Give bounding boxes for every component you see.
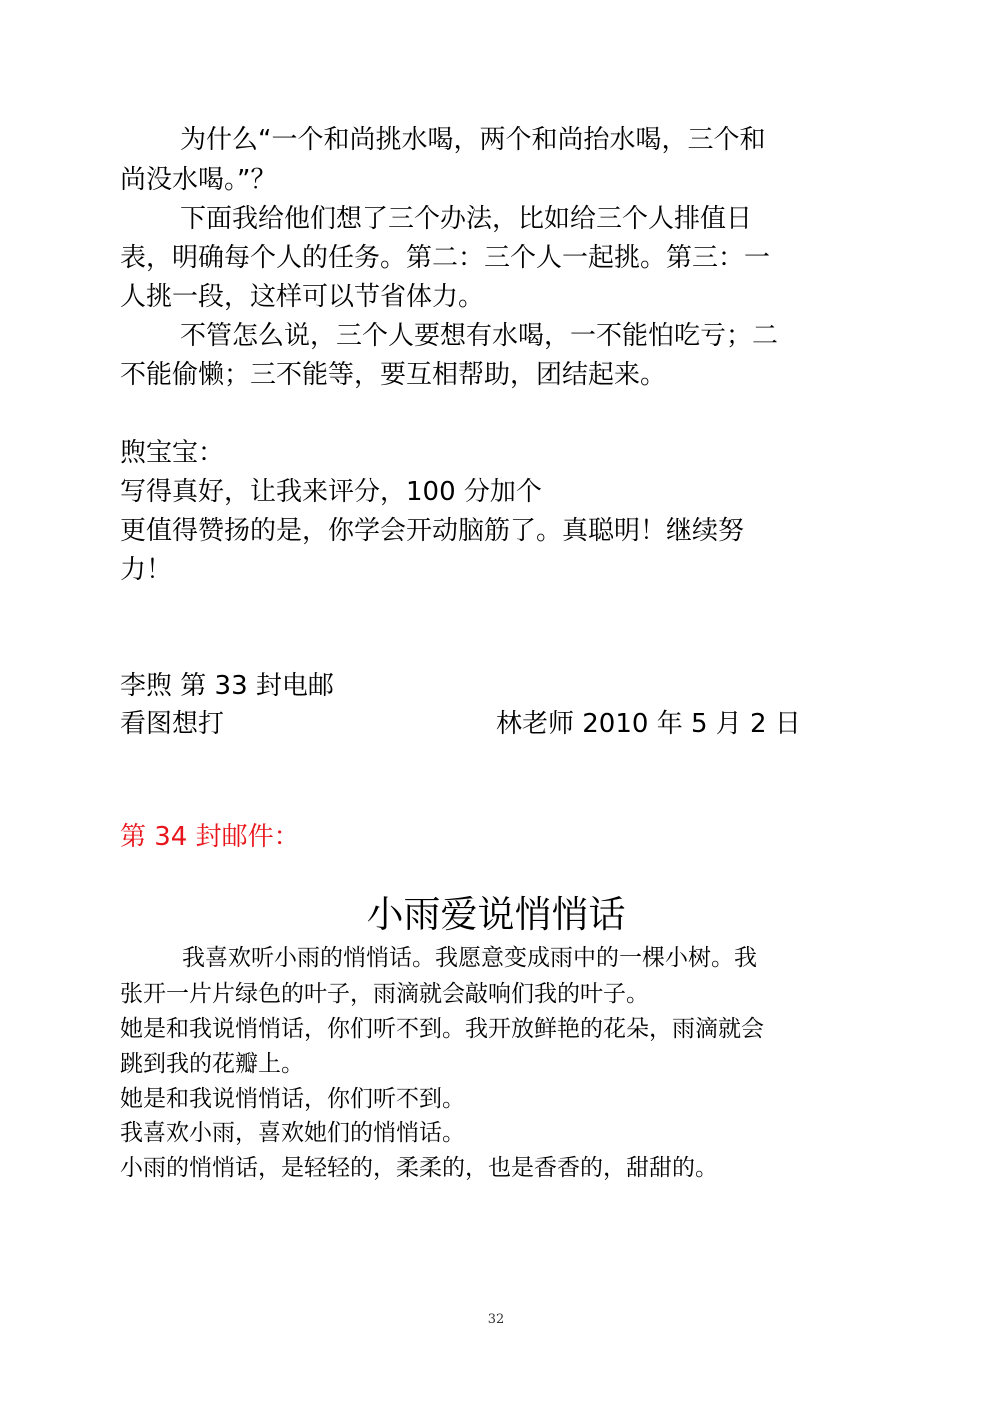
comment-line: 力！ — [120, 555, 173, 585]
essay-line: 尚没水喝。”？ — [120, 165, 277, 195]
poem-line: 小雨的悄悄话，是轻轻的，柔柔的，也是香香的，甜甜的。 — [120, 1155, 718, 1181]
poem-line: 张开一片片绿色的叶子，雨滴就会敲响们我的叶子。 — [120, 981, 649, 1007]
signature-line: 李煦 第 33 封电邮 — [120, 671, 334, 701]
essay-line: 人挑一段，这样可以节省体力。 — [120, 282, 485, 312]
essay-line: 为什么“一个和尚挑水喝，两个和尚抬水喝，三个和 — [180, 125, 766, 155]
poem-line: 她是和我说悄悄话，你们听不到。 — [120, 1086, 465, 1112]
poem-line: 她是和我说悄悄话，你们听不到。我开放鲜艳的花朵，雨滴就会 — [120, 1016, 764, 1042]
signature-title: 看图想打 — [120, 709, 225, 739]
comment-line: 更值得赞扬的是，你学会开动脑筋了。真聪明！继续努 — [120, 516, 745, 546]
poem-title: 小雨爱说悄悄话 — [366, 893, 626, 936]
poem-line: 我喜欢听小雨的悄悄话。我愿意变成雨中的一棵小树。我 — [182, 945, 757, 971]
poem-line: 我喜欢小雨，喜欢她们的悄悄话。 — [120, 1120, 465, 1146]
comment-line: 写得真好，让我来评分，100 分加个 — [120, 477, 542, 507]
poem-line: 跳到我的花瓣上。 — [120, 1051, 304, 1077]
signature-date: 林老师 2010 年 5 月 2 日 — [496, 709, 801, 739]
essay-line: 不能偷懒；三不能等，要互相帮助，团结起来。 — [120, 360, 667, 390]
essay-line: 表，明确每个人的任务。第二：三个人一起挑。第三：一 — [120, 243, 771, 273]
essay-line: 下面我给他们想了三个办法，比如给三个人排值日 — [180, 204, 753, 234]
comment-salutation: 煦宝宝： — [120, 438, 225, 468]
section-heading: 第 34 封邮件： — [120, 822, 300, 852]
essay-line: 不管怎么说，三个人要想有水喝，一不能怕吃亏；二 — [180, 321, 779, 351]
page-number: 32 — [487, 1312, 505, 1327]
